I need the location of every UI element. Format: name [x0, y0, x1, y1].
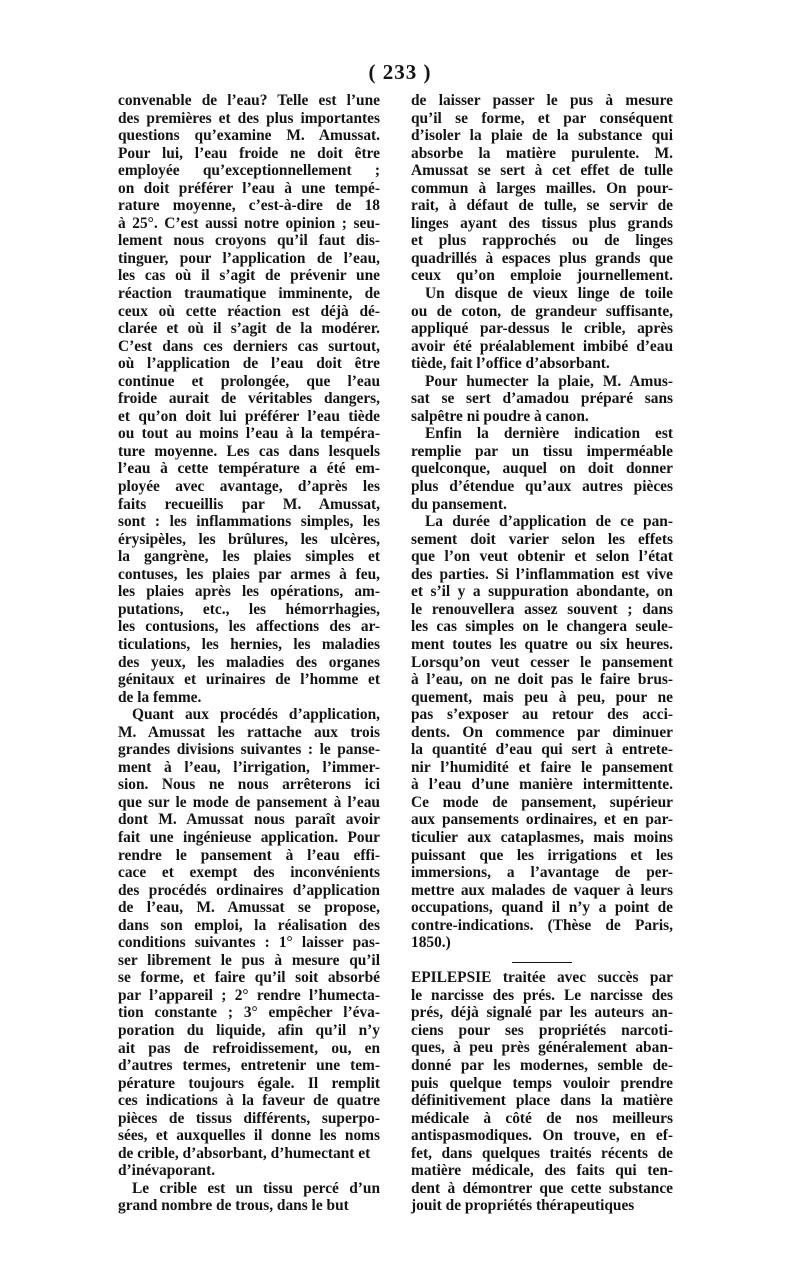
text-line: qu’il se forme, et par conséquent [411, 109, 673, 127]
text-line: mettre aux malades de vaquer à leurs [411, 881, 673, 899]
text-line: d’inévaporant. [118, 1162, 216, 1180]
text-line: cace et exempt des inconvénients [118, 864, 380, 882]
text-line: dans son emploi, la réalisation des [118, 916, 380, 934]
text-line: linges ayant des tissus plus grands [411, 214, 673, 232]
right-text-column [411, 92, 673, 1215]
text-line: fait une ingénieuse application. Pour [118, 828, 380, 846]
text-line: Le crible est un tissu percé d’un [132, 1179, 380, 1197]
text-line: 1850.) [411, 934, 451, 952]
text-line: quadrillés à espaces plus grands que [411, 249, 673, 267]
right-column-section-epilepsy [411, 969, 673, 1215]
text-line: ceux où cette réaction est déjà dé- [118, 302, 380, 320]
text-line: nir l’humidité et faire le pansement [411, 758, 673, 776]
text-line: puissant que les irrigations et les [411, 846, 673, 864]
text-line: d’autres termes, entretenir une tem- [118, 1057, 380, 1075]
text-line: rait, à défaut de tulle, se servir de [411, 197, 673, 215]
text-line: ser librement le pus à mesure qu’il [118, 951, 380, 969]
text-line: ques, à peu près généralement aban- [411, 1039, 673, 1057]
text-line: putations, etc., les hémorrhagies, [118, 600, 380, 618]
text-line: ture moyenne. Les cas dans lesquels [118, 442, 380, 460]
text-line: à l’eau d’une manière intermittente. [411, 776, 673, 794]
text-line: des parties. Si l’inflammation est vive [411, 565, 673, 583]
text-line: se forme, et faire qu’il soit absorbé [118, 969, 380, 987]
text-line: quelconque, auquel on doit donner [411, 460, 673, 478]
text-line: rature moyenne, c’est-à-dire de 18 [118, 197, 380, 215]
text-line: médicale à côté de nos meilleurs [411, 1109, 673, 1127]
text-line: ciens pour ses propriétés narcoti- [411, 1021, 673, 1039]
text-line: tinguer, pour l’application de l’eau, [118, 249, 380, 267]
text-line: sont : les inflammations simples, les [118, 513, 380, 531]
text-line: la gangrène, les plaies simples et [118, 548, 380, 566]
text-line: ces indications à la faveur de quatre [118, 1092, 380, 1110]
text-line: occupations, quand il n’y a point de [411, 899, 673, 917]
text-line: poration du liquide, afin qu’il n’y [118, 1021, 380, 1039]
text-line: dont M. Amussat nous paraît avoir [118, 811, 380, 829]
text-line: ticulations, les hernies, les maladies [118, 635, 380, 653]
text-line: dents. On commence par diminuer [411, 723, 673, 741]
text-line: tiède, fait l’office d’absorbant. [411, 355, 610, 373]
text-line: employée qu’exceptionnellement ; [118, 162, 380, 180]
text-line: faits recueillis par M. Amussat, [118, 495, 380, 513]
text-line: sion. Nous ne nous arrêterons ici [118, 776, 380, 794]
text-line: où l’application de l’eau doit être [118, 355, 380, 373]
text-line: avoir été préalablement imbibé d’eau [411, 337, 673, 355]
text-line: contuses, les plaies par armes à feu, [118, 565, 380, 583]
text-line: de laisser passer le pus à mesure [411, 92, 673, 109]
text-line: grandes divisions suivantes : le panse- [118, 741, 380, 759]
text-line: Lorsqu’on veut cesser le pansement [411, 653, 673, 671]
text-line: pas s’exposer au retour des acci- [411, 706, 673, 724]
text-line: contre-indications. (Thèse de Paris, [411, 916, 673, 934]
text-line: puis quelque temps vouloir prendre [411, 1074, 673, 1092]
text-line: et plus rapprochés ou de linges [411, 232, 673, 250]
text-line: et qu’on doit lui préférer l’eau tiède [118, 407, 380, 425]
text-line: Enfin la dernière indication est [425, 425, 673, 443]
text-line: que l’on veut obtenir et selon l’état [411, 548, 673, 566]
text-line: continue et prolongée, que l’eau [118, 372, 380, 390]
text-line: ment à l’eau, l’irrigation, l’immer- [118, 758, 380, 776]
text-line: prés, déjà signalé par les auteurs an- [411, 1004, 673, 1022]
text-line: ticulier aux cataplasmes, mais moins [411, 828, 673, 846]
text-line: sat se sert d’amadou préparé sans [411, 390, 673, 408]
left-text-column [118, 92, 380, 1215]
text-line: on doit préférer l’eau à une tempé- [118, 179, 380, 197]
text-line: La durée d’application de ce pan- [425, 513, 673, 531]
text-line: salpêtre ni poudre à canon. [411, 407, 589, 425]
text-line: de l’eau, M. Amussat se propose, [118, 899, 380, 917]
text-line: du pansement. [411, 495, 507, 513]
text-line: des procédés ordinaires d’application [118, 881, 380, 899]
text-line: des yeux, les maladies des organes [118, 653, 380, 671]
text-line: Ce mode de pansement, supérieur [411, 793, 673, 811]
text-line: la quantité d’eau qui sert à entrete- [411, 741, 673, 759]
page-number: ( 233 ) [368, 60, 432, 84]
text-line: le renouvellera assez souvent ; dans [411, 600, 673, 618]
text-line: par l’appareil ; 2° rendre l’humecta- [118, 986, 380, 1004]
text-line: ment toutes les quatre ou six heures. [411, 635, 673, 653]
text-line: réaction traumatique imminente, de [118, 285, 380, 303]
text-line: Un disque de vieux linge de toile [425, 285, 673, 303]
text-line: quement, mais peu à peu, pour ne [411, 688, 673, 706]
text-line: sées, et auxquelles il donne les noms [118, 1127, 380, 1145]
text-line: Pour lui, l’eau froide ne doit être [118, 144, 380, 162]
text-line: Pour humecter la plaie, M. Amus- [425, 372, 673, 390]
text-line: ployée avec avantage, d’après les [118, 478, 380, 496]
text-line: les cas simples on le changera seule- [411, 618, 673, 636]
text-line: jouit de propriétés thérapeutiques [411, 1197, 635, 1215]
text-line: ait pas de refroidissement, ou, en [118, 1039, 380, 1057]
text-line: de crible, d’absorbant, d’humectant et [118, 1144, 371, 1162]
text-line: tion constante ; 3° empêcher l’éva- [118, 1004, 380, 1022]
text-line: sement doit varier selon les effets [411, 530, 673, 548]
text-line: grand nombre de trous, dans le but [118, 1197, 349, 1215]
text-line: pérature toujours égale. Il remplit [118, 1074, 380, 1092]
text-line: d’isoler la plaie de la substance qui [411, 127, 673, 145]
text-line: matière médicale, des faits qui ten- [411, 1162, 673, 1180]
text-line: aux pansements ordinaires, et en par- [411, 811, 673, 829]
text-line: de la femme. [118, 688, 202, 706]
text-line: fet, dans quelques traités récents de [411, 1144, 673, 1162]
text-line: ou de coton, de grandeur suffisante, [411, 302, 673, 320]
text-line: immersions, a l’avantage de per- [411, 864, 673, 882]
text-line: ou tout au moins l’eau à la tempéra- [118, 425, 380, 443]
section-divider-rule [512, 962, 572, 964]
text-line: rendre le pansement à l’eau effi- [118, 846, 380, 864]
text-line: Quant aux procédés d’application, [132, 706, 380, 724]
text-line: à l’eau, on ne doit pas le faire brus- [411, 671, 673, 689]
text-line: clarée et où il s’agit de la modérer. [118, 320, 380, 338]
text-line: génitaux et urinaires de l’homme et [118, 671, 380, 689]
text-line: les plaies après les opérations, am- [118, 583, 380, 601]
text-line: définitivement place dans la matière [411, 1092, 673, 1110]
text-line: Amussat se sert à cet effet de tulle [411, 162, 673, 180]
text-line: EPILEPSIE traitée avec succès par [411, 969, 673, 987]
text-line: l’eau à cette température a été em- [118, 460, 380, 478]
text-line: ceux qu’on emploie journellement. [411, 267, 673, 285]
text-line: appliqué par-dessus le crible, après [411, 320, 673, 338]
text-line: dent à démontrer que cette substance [411, 1179, 673, 1197]
text-line: à 25°. C’est aussi notre opinion ; seu- [118, 214, 380, 232]
text-line: lement nous croyons qu’il faut dis- [118, 232, 380, 250]
text-line: conditions suivantes : 1° laisser pas- [118, 934, 380, 952]
text-line: le narcisse des prés. Le narcisse des [411, 986, 673, 1004]
text-line: remplie par un tissu imperméable [411, 442, 673, 460]
right-column-section-dressing [411, 92, 673, 952]
text-line: convenable de l’eau? Telle est l’une [118, 92, 380, 109]
text-line: des premières et des plus importantes [118, 109, 380, 127]
text-line: froide aurait de véritables dangers, [118, 390, 380, 408]
text-line: questions qu’examine M. Amussat. [118, 127, 380, 145]
text-line: C’est dans ces derniers cas surtout, [118, 337, 380, 355]
text-line: pièces de tissus différents, superpo- [118, 1109, 380, 1127]
text-line: plus d’étendue qu’aux autres pièces [411, 478, 673, 496]
text-line: les cas où il s’agit de prévenir une [118, 267, 380, 285]
text-line: les contusions, les affections des ar- [118, 618, 380, 636]
text-line: M. Amussat les rattache aux trois [118, 723, 380, 741]
text-line: et s’il y a suppuration abondante, on [411, 583, 673, 601]
text-line: antispasmodiques. On trouve, en ef- [411, 1127, 673, 1145]
text-line: que sur le mode de pansement à l’eau [118, 793, 380, 811]
text-line: commun à larges mailles. On pour- [411, 179, 673, 197]
text-line: absorbe la matière purulente. M. [411, 144, 673, 162]
text-line: érysipèles, les brûlures, les ulcères, [118, 530, 380, 548]
text-line: donné par les modernes, semble de- [411, 1057, 673, 1075]
